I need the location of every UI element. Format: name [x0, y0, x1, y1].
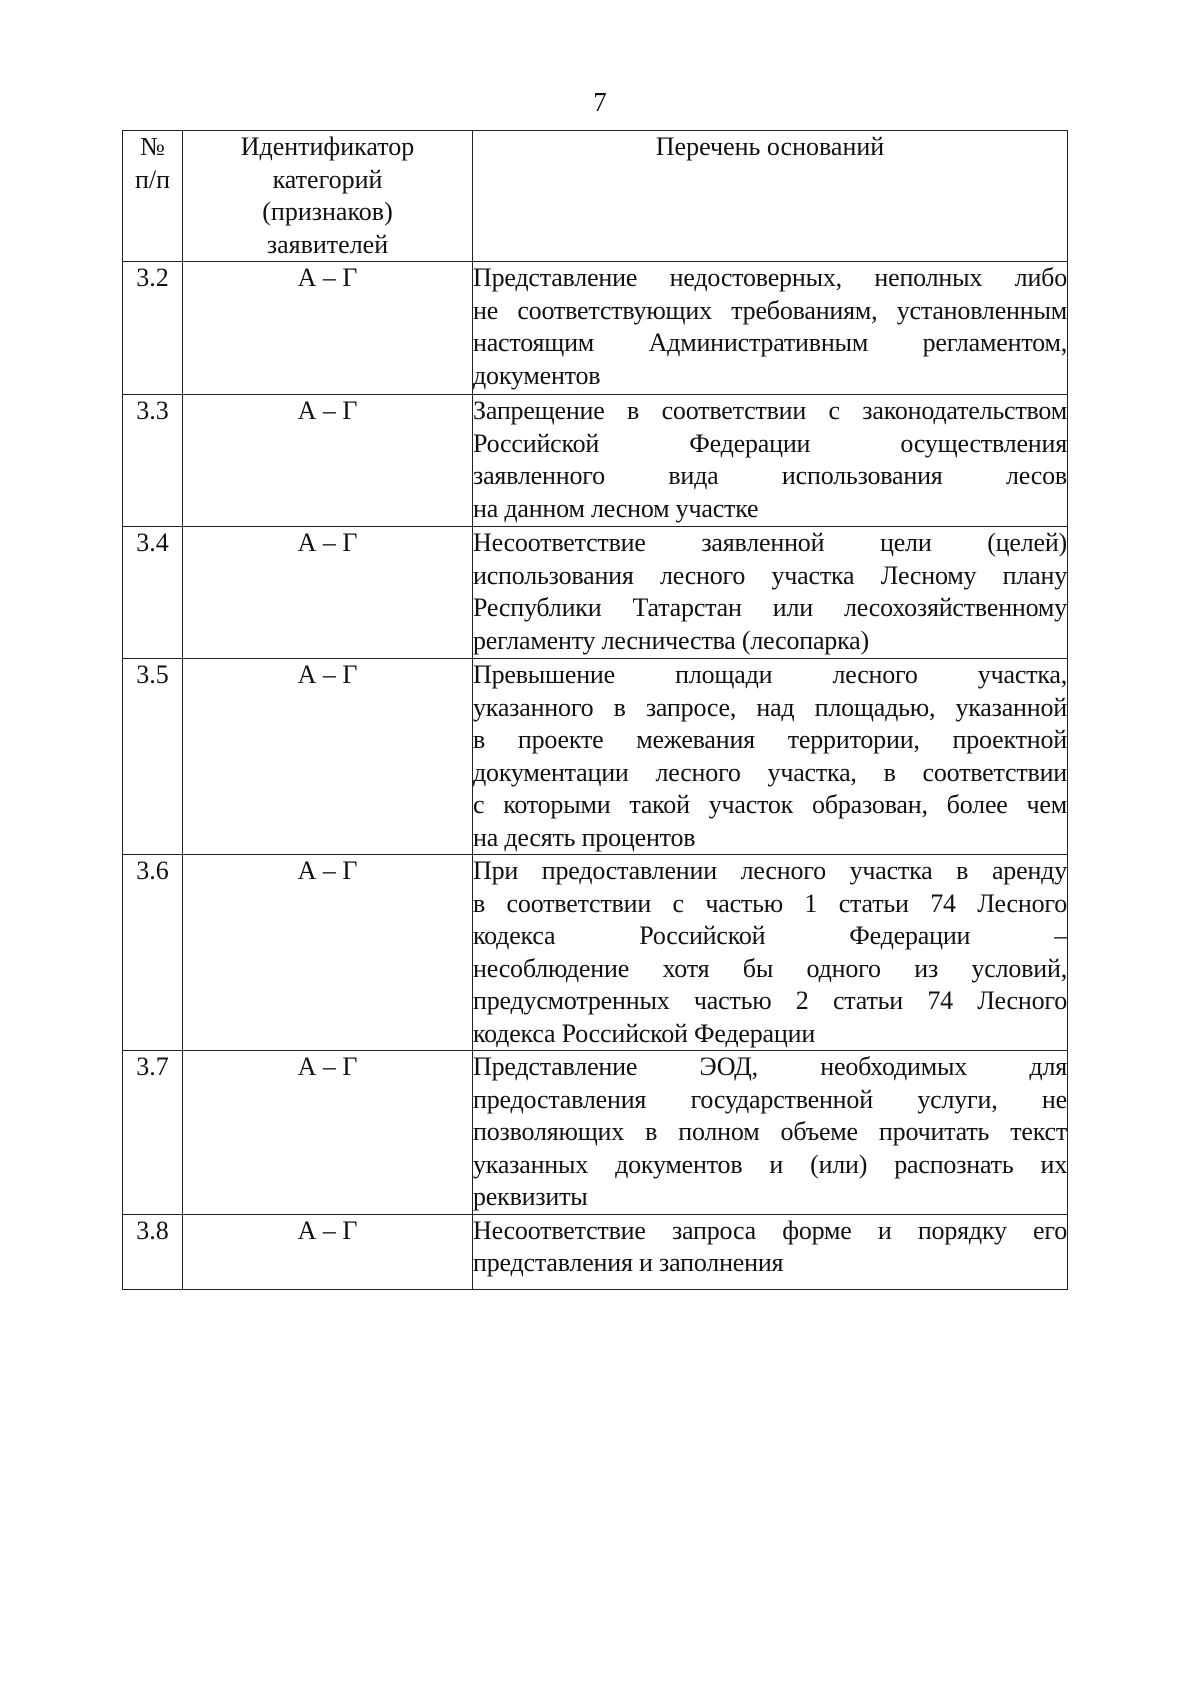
grounds-line: документов — [473, 360, 601, 390]
grounds-line: представления и заполнения — [473, 1248, 784, 1277]
row-grounds — [473, 855, 1068, 1051]
row-identifier: А – Г — [183, 395, 473, 527]
table-row — [123, 1214, 1068, 1289]
row-grounds — [473, 527, 1068, 659]
grounds-line: на десять процентов — [473, 822, 696, 852]
grounds-line: При предоставлении лесного участка в аренду — [473, 856, 1067, 885]
table-row — [123, 395, 1068, 527]
grounds-line: кодекса Российской Федерации – — [473, 921, 1067, 950]
header-number — [123, 131, 183, 262]
header-identifier-line: категорий — [272, 164, 383, 194]
table-row — [123, 1051, 1068, 1215]
grounds-line: Представление ЭОД, необходимых для — [473, 1052, 1067, 1081]
grounds-line: несоблюдение хотя бы одного из условий, — [473, 953, 1067, 983]
grounds-line: регламенту лесничества (лесопарка) — [473, 625, 869, 655]
row-identifier: А – Г — [183, 855, 473, 1051]
row-identifier: А – Г — [183, 1214, 473, 1289]
grounds-line: в соответствии с частью 1 статьи 74 Лесного — [473, 888, 1067, 918]
row-number: 3.7 — [123, 1051, 183, 1215]
grounds-line: кодекса Российской Федерации — [473, 1018, 816, 1048]
table-body — [123, 262, 1068, 1290]
row-grounds — [473, 1214, 1068, 1289]
header-number-line: п/п — [134, 164, 171, 194]
row-grounds — [473, 659, 1068, 855]
row-identifier: А – Г — [183, 527, 473, 659]
grounds-line: предусмотренных частью 2 статьи 74 Лесного — [473, 986, 1067, 1015]
grounds-line: заявленного вида использования лесов — [473, 461, 1067, 490]
row-identifier: А – Г — [183, 1051, 473, 1215]
table-header-row — [123, 131, 1068, 262]
row-number: 3.6 — [123, 855, 183, 1051]
grounds-line: Российской Федерации осуществления — [473, 428, 1067, 458]
row-number: 3.8 — [123, 1214, 183, 1289]
header-identifier-line: (признаков) — [262, 197, 393, 226]
grounds-line: Запрещение в соответствии с законодательством — [473, 396, 1067, 425]
grounds-line: указанных документов и (или) распознать их — [473, 1149, 1067, 1179]
grounds-line: предоставления государственной услуги, не — [473, 1084, 1067, 1114]
grounds-line: использования лесного участка Лесному плану — [473, 560, 1067, 590]
row-grounds — [473, 1051, 1068, 1215]
grounds-line: указанного в запросе, над площадью, указанной — [473, 692, 1067, 722]
grounds-line: настоящим Административным регламентом, — [473, 328, 1067, 357]
row-number: 3.5 — [123, 659, 183, 855]
row-number: 3.3 — [123, 395, 183, 527]
grounds-line: на данном лесном участке — [473, 493, 759, 523]
header-identifier — [183, 131, 473, 262]
header-number-line: № — [140, 132, 165, 161]
grounds-line: позволяющих в полном объеме прочитать текст — [473, 1117, 1067, 1146]
row-grounds — [473, 395, 1068, 527]
header-grounds: Перечень оснований — [473, 131, 1068, 262]
grounds-line: Несоответствие запроса форме и порядку его — [473, 1215, 1067, 1245]
row-grounds — [473, 262, 1068, 395]
grounds-line: Несоответствие заявленной цели (целей) — [473, 528, 1067, 557]
table-row — [123, 855, 1068, 1051]
grounds-table — [122, 130, 1068, 1290]
grounds-line: реквизиты — [473, 1182, 588, 1211]
grounds-line: Представление недостоверных, неполных либо — [473, 263, 1067, 292]
grounds-line: в проекте межевания территории, проектной — [473, 725, 1067, 754]
table-row — [123, 659, 1068, 855]
table-row — [123, 527, 1068, 659]
header-identifier-line: Идентификатор — [240, 132, 415, 161]
row-number: 3.4 — [123, 527, 183, 659]
page-number: 7 — [593, 87, 607, 117]
table-row — [123, 262, 1068, 395]
row-number: 3.2 — [123, 262, 183, 395]
grounds-line: с которыми такой участок образован, более чем — [473, 790, 1067, 819]
row-identifier: А – Г — [183, 262, 473, 395]
grounds-line: Превышение площади лесного участка, — [473, 660, 1067, 689]
grounds-line: не соответствующих требованиям, установленным — [473, 295, 1067, 325]
grounds-line: документации лесного участка, в соответствии — [473, 757, 1067, 787]
row-identifier: А – Г — [183, 659, 473, 855]
grounds-line: Республики Татарстан или лесохозяйственному — [473, 593, 1067, 622]
header-identifier-line: заявителей — [266, 229, 389, 259]
